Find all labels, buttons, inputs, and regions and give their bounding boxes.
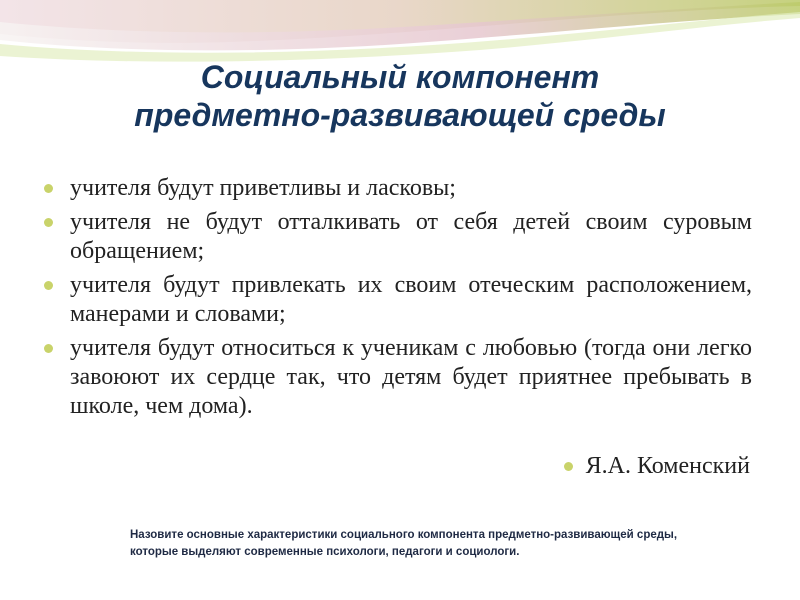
bullet-dot-icon — [44, 281, 53, 290]
task-note — [130, 527, 770, 561]
bullet-item — [44, 208, 752, 266]
bullet-text: учителя будут приветливы и ласковы; — [70, 175, 456, 201]
bullet-text: учителя будут привлекать их своим отеческим расположением, манерами и словами; — [70, 272, 752, 327]
slide-title — [60, 58, 740, 134]
bullet-dot-icon — [44, 344, 53, 353]
title-line-2: предметно-развивающей среды — [134, 97, 666, 133]
bullet-item — [44, 271, 752, 329]
bullet-dot-icon — [44, 218, 53, 227]
bullet-list — [44, 174, 752, 426]
quote-author — [564, 452, 750, 481]
bullet-text: учителя будут относиться к ученикам с любовью (тогда они легко завоюют их сердце так, что детям будет приятнее пребывать в школе, чем дома). — [70, 335, 752, 419]
note-line-2: которые выделяют современные психологи, педагоги и социологи. — [130, 546, 520, 558]
bullet-text: учителя не будут отталкивать от себя детей своим суровым обращением; — [70, 209, 752, 264]
author-text: Я.А. Коменский — [585, 453, 750, 479]
title-line-1: Социальный компонент — [200, 59, 600, 95]
note-line-1: Назовите основные характеристики социального компонента предметно-развивающей среды, — [130, 529, 678, 541]
bullet-dot-icon — [564, 462, 573, 471]
bullet-item — [44, 174, 752, 203]
bullet-dot-icon — [44, 184, 53, 193]
bullet-item — [44, 334, 752, 421]
